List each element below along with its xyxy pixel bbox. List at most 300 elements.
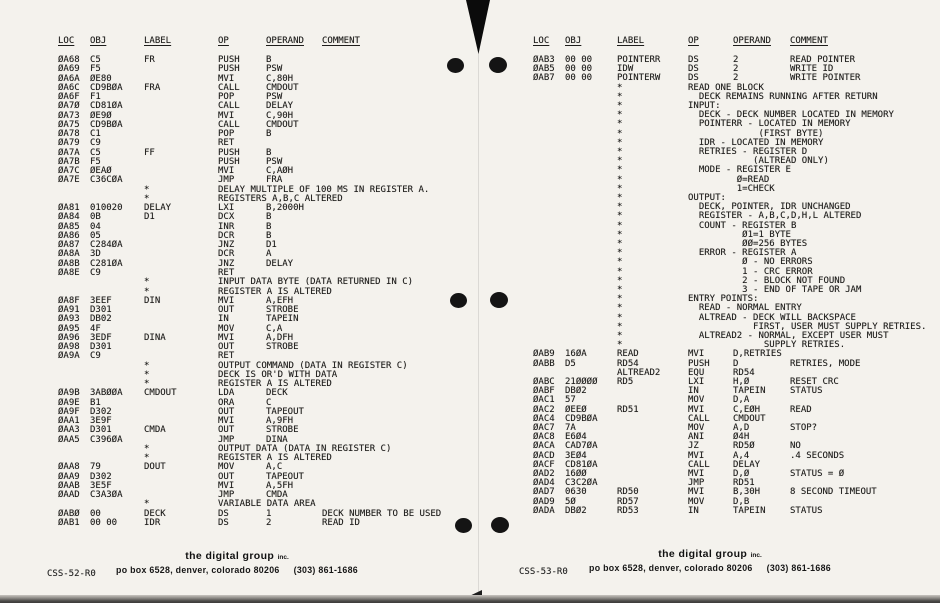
op-cell: MVI xyxy=(218,480,235,491)
op-cell: ANI xyxy=(688,432,705,443)
comment-marker: * xyxy=(617,174,623,185)
loc-cell: ØAAB xyxy=(58,480,80,491)
operand-cell: 2 xyxy=(733,73,739,84)
comment-body: REGISTER - A,B,C,D,H,L ALTERED xyxy=(688,211,862,222)
obj-cell: 3D xyxy=(90,249,101,260)
obj-cell: F1 xyxy=(90,92,101,103)
label-cell: POINTERR xyxy=(617,55,661,65)
obj-cell: 3E5F xyxy=(90,480,112,491)
op-cell: DCX xyxy=(218,212,235,223)
obj-cell: 00 00 xyxy=(565,64,593,75)
loc-cell: ØA75 xyxy=(58,119,80,130)
operand-cell: C,80H xyxy=(266,73,294,84)
operand-cell: TAPEIN xyxy=(266,314,299,325)
comment-marker: * xyxy=(617,248,623,259)
op-cell: OUT xyxy=(218,471,235,482)
loc-cell: ØAC4 xyxy=(533,413,555,424)
address-text: po box 6528, denver, colorado 80206 xyxy=(116,565,280,575)
operand-cell: A,DFH xyxy=(266,332,294,343)
comment-body: INPUT: xyxy=(688,101,721,111)
op-cell: PUSH xyxy=(218,64,240,75)
operand-cell: 1 xyxy=(266,508,272,519)
op-cell: POP xyxy=(218,129,235,140)
op-cell: OUT xyxy=(218,406,235,417)
comment-body: INPUT DATA BYTE (DATA RETURNED IN C) xyxy=(218,277,414,288)
op-cell: RET xyxy=(218,351,235,362)
obj-cell: C9 xyxy=(90,351,101,362)
op-cell: PUSH xyxy=(218,55,240,65)
comment-body: ØØ=256 BYTES xyxy=(688,239,808,249)
obj-cell: C36CØA xyxy=(90,175,123,186)
loc-cell: ØAC8 xyxy=(533,432,555,443)
op-cell: MOV xyxy=(688,423,705,433)
label-cell: DELAY xyxy=(144,203,172,214)
operand-cell: C,EØH xyxy=(733,404,761,415)
loc-cell: ØABØ xyxy=(58,508,80,519)
obj-cell: C281ØA xyxy=(90,258,123,269)
op-cell: MVI xyxy=(688,349,705,360)
operand-cell: RD54 xyxy=(733,367,755,378)
operand-cell: TAPEOUT xyxy=(266,471,304,482)
comment-body: DECK IS OR'D WITH DATA xyxy=(218,369,338,380)
loc-cell: ØABB xyxy=(533,358,555,369)
loc-cell: ØA93 xyxy=(58,314,80,325)
comment-body: ENTRY POINTS: xyxy=(688,294,759,305)
operand-cell: B,30H xyxy=(733,487,761,498)
op-cell: MVI xyxy=(218,166,235,177)
operand-cell: TAPEIN xyxy=(733,505,766,516)
op-cell: JMP xyxy=(218,175,235,186)
comment-cell: RETRIES, MODE xyxy=(790,358,861,369)
label-cell: DINA xyxy=(144,332,166,343)
address-line xyxy=(87,565,387,575)
comment-marker: * xyxy=(617,220,623,231)
operand-cell: 2 xyxy=(733,64,739,75)
comment-body: Ø=READ xyxy=(688,174,770,185)
comment-marker: * xyxy=(617,266,623,277)
loc-cell: ØACD xyxy=(533,450,555,461)
comment-cell: .4 SECONDS xyxy=(790,450,845,461)
comment-marker: * xyxy=(144,286,150,297)
column-header-operand: OPERAND xyxy=(733,36,771,46)
operand-cell: B xyxy=(266,55,272,65)
op-cell: OUT xyxy=(218,305,235,316)
comment-body: FIRST, USER MUST SUPPLY RETRIES. xyxy=(688,321,927,332)
obj-cell: CAD7ØA xyxy=(565,441,598,452)
address-text: po box 6528, denver, colorado 80206 xyxy=(589,563,753,573)
obj-cell: 010020 xyxy=(90,203,123,214)
obj-cell: E6Ø4 xyxy=(565,432,587,443)
comment-cell: STATUS xyxy=(790,386,823,397)
column-header-op: OP xyxy=(688,36,699,46)
binder-hole-dot xyxy=(450,293,467,308)
operand-cell: 2 xyxy=(733,55,739,65)
loc-cell: ØA79 xyxy=(58,138,80,149)
loc-cell: ØAA9 xyxy=(58,471,80,482)
label-cell: RD57 xyxy=(617,496,639,507)
column-header-op: OP xyxy=(218,36,229,46)
op-cell: JNZ xyxy=(218,258,235,269)
comment-body: (ALTREAD ONLY) xyxy=(688,156,829,167)
operand-cell: RD5Ø xyxy=(733,441,755,452)
loc-cell: ØA9B xyxy=(58,388,80,399)
comment-marker: * xyxy=(617,128,623,139)
op-cell: DS xyxy=(218,518,229,528)
comment-body: DECK - DECK NUMBER LOCATED IN MEMORY xyxy=(688,110,894,121)
loc-cell: ØA98 xyxy=(58,342,80,353)
loc-cell: ØAC2 xyxy=(533,404,555,415)
label-cell: DECK xyxy=(144,508,166,519)
loc-cell: ØA85 xyxy=(58,221,80,232)
loc-cell: ØACF xyxy=(533,459,555,470)
label-cell: RD50 xyxy=(617,487,639,498)
op-cell: EQU xyxy=(688,367,705,378)
loc-cell: ØA87 xyxy=(58,240,80,251)
binder-hole-dot xyxy=(489,57,507,73)
obj-cell: 0B xyxy=(90,212,101,223)
op-cell: IN xyxy=(688,505,699,516)
op-cell: LDA xyxy=(218,388,235,399)
binder-hole-dot xyxy=(491,517,509,533)
obj-cell: C284ØA xyxy=(90,240,123,251)
op-cell: MOV xyxy=(688,395,705,406)
op-cell: RET xyxy=(218,267,235,278)
operand-cell: C xyxy=(266,397,272,408)
op-cell: JNZ xyxy=(218,240,235,251)
op-cell: MVI xyxy=(688,487,705,498)
loc-cell: ØA8A xyxy=(58,249,80,260)
obj-cell: 3ABØØA xyxy=(90,388,123,399)
op-cell: DS xyxy=(688,55,699,65)
operand-cell: PSW xyxy=(266,156,283,167)
loc-cell: ØABF xyxy=(533,386,555,397)
comment-body: REGISTER A IS ALTERED xyxy=(218,286,332,297)
op-cell: CALL xyxy=(688,413,710,424)
op-cell: RET xyxy=(218,138,235,149)
comment-marker: * xyxy=(617,229,623,240)
comment-body: (FIRST BYTE) xyxy=(688,128,824,139)
operand-cell: CMDOUT xyxy=(266,119,299,130)
comment-body: 3 - END OF TAPE OR JAM xyxy=(688,285,862,295)
operand-cell: CMDOUT xyxy=(266,82,299,93)
op-cell: MOV xyxy=(218,323,235,334)
comment-marker: * xyxy=(617,285,623,295)
comment-body: ALTREAD2 - NORMAL, EXCEPT USER MUST xyxy=(688,331,889,341)
operand-cell: A,9FH xyxy=(266,416,294,427)
loc-cell: ØAD4 xyxy=(533,478,555,489)
obj-cell: 79 xyxy=(90,462,101,473)
loc-cell: ØA6F xyxy=(58,92,80,103)
loc-cell: ØA95 xyxy=(58,323,80,334)
comment-cell: READ ID xyxy=(322,518,360,528)
column-header-obj: OBJ xyxy=(90,36,107,46)
op-cell: DCR xyxy=(218,230,235,241)
binder-hole-dot xyxy=(490,292,508,308)
column-header-operand: OPERAND xyxy=(266,36,304,46)
loc-cell: ØA73 xyxy=(58,110,80,121)
comment-marker: * xyxy=(617,257,623,268)
comment-body: DELAY MULTIPLE OF 100 MS IN REGISTER A. xyxy=(218,184,430,195)
label-cell: DOUT xyxy=(144,462,166,473)
obj-cell: 3EEF xyxy=(90,295,112,306)
obj-cell: D5 xyxy=(565,358,576,369)
operand-cell: B xyxy=(266,129,272,140)
loc-cell: ØAB1 xyxy=(58,518,80,528)
comment-cell: READ POINTER xyxy=(790,55,856,65)
op-cell: MOV xyxy=(218,462,235,473)
obj-cell: F5 xyxy=(90,156,101,167)
comment-marker: * xyxy=(617,82,623,93)
operand-cell: STROBE xyxy=(266,342,299,353)
obj-cell: C3A3ØA xyxy=(90,490,123,501)
loc-cell: ØA9F xyxy=(58,406,80,417)
footer-right xyxy=(560,549,860,573)
comment-cell: READ xyxy=(790,404,812,415)
loc-cell: ØAB5 xyxy=(533,64,555,75)
loc-cell: ØACA xyxy=(533,441,555,452)
obj-cell: C396ØA xyxy=(90,434,123,445)
binder-hole-dot xyxy=(447,58,464,73)
comment-marker: * xyxy=(144,443,150,454)
op-cell: INR xyxy=(218,221,235,232)
obj-cell: D302 xyxy=(90,406,112,417)
comment-marker: * xyxy=(617,239,623,249)
op-cell: MOV xyxy=(688,496,705,507)
comment-marker: * xyxy=(144,499,150,510)
op-cell: PUSH xyxy=(218,147,240,158)
comment-marker: * xyxy=(617,193,623,203)
column-header-comment: COMMENT xyxy=(322,36,360,46)
obj-cell: 21ØØØØ xyxy=(565,377,598,387)
label-cell: CMDOUT xyxy=(144,388,177,399)
comment-body: IDR - LOCATED IN MEMORY xyxy=(688,137,824,148)
op-cell: POP xyxy=(218,92,235,103)
comment-marker: * xyxy=(144,184,150,195)
op-cell: JZ xyxy=(688,441,699,452)
loc-cell: ØA6A xyxy=(58,73,80,84)
comment-marker: * xyxy=(617,119,623,130)
obj-cell: 7A xyxy=(565,423,576,433)
comment-body: 2 - BLOCK NOT FOUND xyxy=(688,275,846,286)
comment-body: 1=CHECK xyxy=(688,183,775,194)
operand-cell: B xyxy=(266,230,272,241)
loc-cell: ØA69 xyxy=(58,64,80,75)
comment-body: READ - NORMAL ENTRY xyxy=(688,303,802,314)
comment-body: DECK, POINTER, IDR UNCHANGED xyxy=(688,202,851,213)
loc-cell: ØA7E xyxy=(58,175,80,186)
comment-cell: 8 SECOND TIMEOUT xyxy=(790,487,877,498)
operand-cell: RD51 xyxy=(733,478,755,489)
obj-cell: C5 xyxy=(90,55,101,65)
loc-cell: ØAB9 xyxy=(533,349,555,360)
comment-marker: * xyxy=(617,294,623,305)
loc-cell: ØA7Ø xyxy=(58,101,80,112)
operand-cell: DELAY xyxy=(266,258,294,269)
operand-cell: D,RETRIES xyxy=(733,349,782,360)
obj-cell: CD9BØA xyxy=(565,413,598,424)
obj-cell: B1 xyxy=(90,397,101,408)
listing-line xyxy=(0,506,940,516)
obj-cell: 5Ø xyxy=(565,496,576,507)
comment-marker: * xyxy=(144,193,150,204)
op-cell: MVI xyxy=(688,469,705,479)
loc-cell: ØA8B xyxy=(58,258,80,269)
label-cell: POINTERW xyxy=(617,73,661,84)
brand-name: the digital group xyxy=(185,550,275,562)
loc-cell: ØA81 xyxy=(58,203,80,214)
op-cell: LXI xyxy=(688,377,705,387)
comment-marker: * xyxy=(617,91,623,102)
loc-cell: ØAD2 xyxy=(533,469,555,479)
comment-marker: * xyxy=(617,303,623,314)
op-cell: CALL xyxy=(218,119,240,130)
obj-cell: DBØ2 xyxy=(565,386,587,397)
column-header-label: LABEL xyxy=(144,36,172,46)
brand-name: the digital group xyxy=(658,548,748,560)
operand-cell: A xyxy=(266,249,272,260)
loc-cell: ØAC1 xyxy=(533,395,555,406)
comment-marker: * xyxy=(617,147,623,157)
comment-marker: * xyxy=(144,360,150,371)
operand-cell: A,C xyxy=(266,462,283,473)
label-cell: ALTREAD2 xyxy=(617,367,661,378)
obj-cell: 00 00 xyxy=(565,55,593,65)
comment-body: 1 - CRC ERROR xyxy=(688,266,813,277)
footer-left xyxy=(87,551,387,575)
op-cell: CALL xyxy=(688,459,710,470)
comment-marker: * xyxy=(617,165,623,176)
obj-cell: F5 xyxy=(90,64,101,75)
op-cell: DS xyxy=(218,508,229,519)
operand-cell: B xyxy=(266,221,272,232)
operand-cell: PSW xyxy=(266,64,283,75)
operand-cell: DELAY xyxy=(266,101,294,112)
comment-marker: * xyxy=(617,275,623,286)
obj-cell: CD81ØA xyxy=(565,459,598,470)
comment-cell: WRITE ID xyxy=(790,64,834,75)
loc-cell: ØAA8 xyxy=(58,462,80,473)
comment-marker: * xyxy=(617,183,623,194)
obj-cell: 57 xyxy=(565,395,576,406)
label-cell: FF xyxy=(144,147,155,158)
label-cell: FR xyxy=(144,55,155,65)
op-cell: MVI xyxy=(218,110,235,121)
op-cell: OUT xyxy=(218,425,235,436)
operand-cell: C,AØH xyxy=(266,166,294,177)
operand-cell: B xyxy=(266,212,272,223)
obj-cell: CD9BØA xyxy=(90,119,123,130)
comment-marker: * xyxy=(617,211,623,222)
loc-cell: ØA6C xyxy=(58,82,80,93)
operand-cell: B xyxy=(266,147,272,158)
comment-marker: * xyxy=(617,156,623,167)
comment-body: OUTPUT DATA (DATA IN REGISTER C) xyxy=(218,443,392,454)
op-cell: OUT xyxy=(218,342,235,353)
comment-body: OUTPUT COMMAND (DATA IN REGISTER C) xyxy=(218,360,408,371)
comment-body: REGISTER A IS ALTERED xyxy=(218,379,332,390)
comment-marker: * xyxy=(617,110,623,121)
page-code-right: CSS-53-R0 xyxy=(519,567,568,577)
loc-cell: ØA96 xyxy=(58,332,80,343)
operand-cell: DELAY xyxy=(733,459,761,470)
comment-body: DECK REMAINS RUNNING AFTER RETURN xyxy=(688,91,878,102)
op-cell: IN xyxy=(218,314,229,325)
brand-suffix: inc. xyxy=(277,554,289,561)
op-cell: MVI xyxy=(218,416,235,427)
op-cell: JMP xyxy=(218,490,235,501)
comment-marker: * xyxy=(617,312,623,323)
op-cell: CALL xyxy=(218,101,240,112)
operand-cell: D,A xyxy=(733,395,750,406)
loc-cell: ØA9E xyxy=(58,397,80,408)
op-cell: DS xyxy=(688,64,699,75)
comment-cell: STATUS = Ø xyxy=(790,469,845,479)
label-cell: IDW xyxy=(617,64,634,75)
op-cell: LXI xyxy=(218,203,235,214)
obj-cell: 3E9F xyxy=(90,416,112,427)
obj-cell: 16ØA xyxy=(565,349,587,360)
label-cell: IDR xyxy=(144,518,161,528)
label-cell: RD5 xyxy=(617,377,634,387)
loc-cell: ØAB3 xyxy=(533,55,555,65)
column-header-comment: COMMENT xyxy=(790,36,828,46)
operand-cell: A,4 xyxy=(733,450,750,461)
loc-cell: ØA7B xyxy=(58,156,80,167)
comment-marker: * xyxy=(617,331,623,341)
label-cell: DIN xyxy=(144,295,161,306)
brand-line xyxy=(560,549,860,561)
operand-cell: D1 xyxy=(266,240,277,251)
comment-body: OUTPUT: xyxy=(688,193,726,203)
obj-cell: D302 xyxy=(90,471,112,482)
comment-body: COUNT - REGISTER B xyxy=(688,220,797,231)
label-cell: CMDA xyxy=(144,425,166,436)
page-code-left: CSS-52-R0 xyxy=(47,569,96,579)
operand-cell: DECK xyxy=(266,388,288,399)
op-cell: DS xyxy=(688,73,699,84)
comment-marker: * xyxy=(617,137,623,148)
comment-marker: * xyxy=(144,453,150,464)
obj-cell: ØEEØ xyxy=(565,404,587,415)
obj-cell: 04 xyxy=(90,221,101,232)
comment-marker: * xyxy=(144,379,150,390)
column-header-loc: LOC xyxy=(58,36,75,46)
loc-cell: ØA7A xyxy=(58,147,80,158)
comment-body: READ ONE BLOCK xyxy=(688,82,764,93)
brand-line xyxy=(87,551,387,563)
loc-cell: ØAD7 xyxy=(533,487,555,498)
operand-cell: PSW xyxy=(266,92,283,103)
loc-cell: ØAD9 xyxy=(533,496,555,507)
obj-cell: C9 xyxy=(90,267,101,278)
loc-cell: ØADA xyxy=(533,505,555,516)
comment-body: Ø - NO ERRORS xyxy=(688,257,813,268)
op-cell: MVI xyxy=(688,450,705,461)
operand-cell: STROBE xyxy=(266,305,299,316)
comment-body: RETRIES - REGISTER D xyxy=(688,147,808,157)
obj-cell: DBØ2 xyxy=(565,505,587,516)
loc-cell: ØAAD xyxy=(58,490,80,501)
comment-cell: STOP? xyxy=(790,423,818,433)
obj-cell: 00 00 xyxy=(565,73,593,84)
obj-cell: ØEAØ xyxy=(90,166,112,177)
binder-hole-dot xyxy=(455,518,472,533)
label-cell: RD51 xyxy=(617,404,639,415)
loc-cell: ØAA1 xyxy=(58,416,80,427)
comment-body: Ø1=1 BYTE xyxy=(688,229,791,240)
op-cell: DCR xyxy=(218,249,235,260)
comment-body: MODE - REGISTER E xyxy=(688,165,791,176)
